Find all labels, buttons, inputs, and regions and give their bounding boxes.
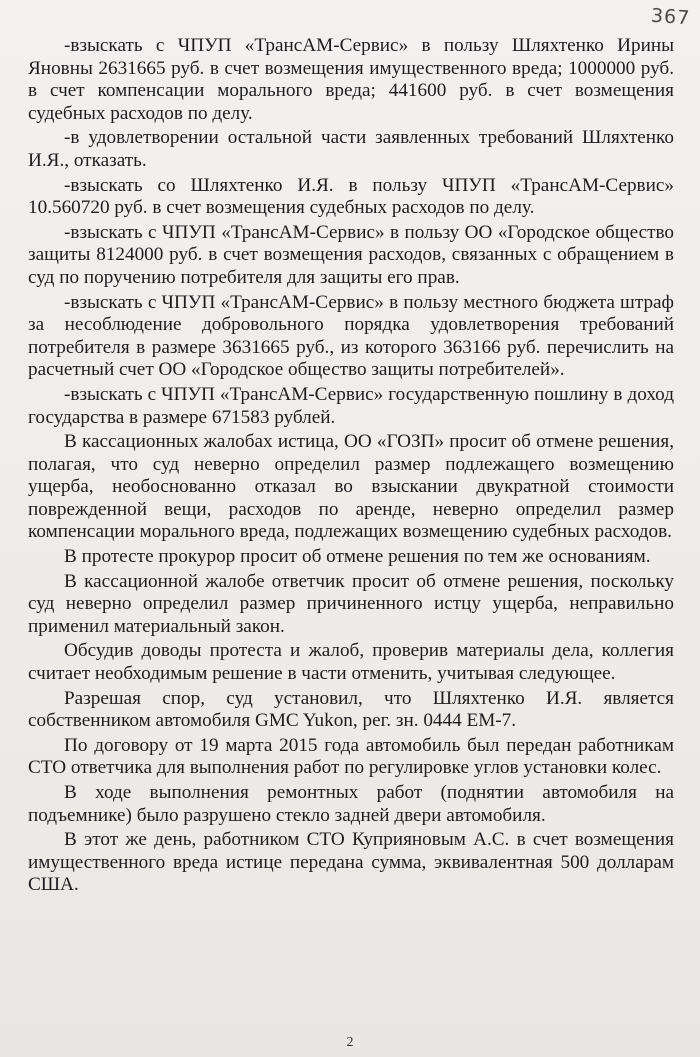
paragraph-4: -взыскать с ЧПУП «ТрансАМ-Сервис» в пользу ОО «Городское общество защиты 8124000 руб. в счет возмещения расходов, связанных с обращением в суд по поручению потребителя для защиты его прав. bbox=[28, 221, 674, 288]
paragraph-13: В ходе выполнения ремонтных работ (поднятии автомобиля на подъемнике) было разрушено стекло задней двери автомобиля. bbox=[28, 782, 674, 826]
paragraph-6: -взыскать с ЧПУП «ТрансАМ-Сервис» государственную пошлину в доход государства в размере 671583 рублей. bbox=[28, 383, 674, 428]
paragraph-9: В кассационной жалобе ответчик просит об отмене решения, поскольку суд неверно определил размер причиненного истцу ущерба, неправильно применил материальный закон. bbox=[28, 570, 674, 637]
paragraph-2: -в удовлетворении остальной части заявленных требований Шляхтенко И.Я., отказать. bbox=[28, 127, 674, 171]
paragraph-14: В этот же день, работником СТО Куприяновым А.С. в счет возмещения имущественного вреда истице передана сумма, эквивалентная 500 долларам США. bbox=[28, 829, 674, 896]
page-number: 2 bbox=[346, 1035, 354, 1050]
paragraph-1: -взыскать с ЧПУП «ТрансАМ-Сервис» в пользу Шляхтенко Ирины Яновны 2631665 руб. в счет возмещения имущественного вреда; 1000000 руб. в счет компенсации морального вреда; 441600 руб. в счет возмещения судебных расходов по делу. bbox=[28, 35, 674, 124]
paragraph-5: -взыскать с ЧПУП «ТрансАМ-Сервис» в пользу местного бюджета штраф за несоблюдение добровольного порядка удовлетворения требований потребителя в размере 3631665 руб., из которого 363166 руб. перечислить на расчетный счет ОО «Городское общество защиты потребителей». bbox=[28, 291, 674, 381]
page-stamp: 367 bbox=[650, 4, 691, 30]
paragraph-7: В кассационных жалобах истица, ОО «ГОЗП» просит об отмене решения, полагая, что суд неверно определил размер подлежащего возмещению ущерба, необоснованно отказал во взыскании двукратной стоимости поврежденной вещи, расходов по аренде, неверно определил размер компенсации морального вреда, подлежащих возмещению судебных расходов. bbox=[28, 431, 674, 543]
paragraph-10: Обсудив доводы протеста и жалоб, проверив материалы дела, коллегия считает необходимым решение в части отменить, учитывая следующее. bbox=[28, 640, 674, 685]
paragraph-8: В протесте прокурор просит об отмене решения по тем же основаниям. bbox=[64, 546, 651, 568]
document-body bbox=[28, 35, 674, 897]
paragraph-12: По договору от 19 марта 2015 года автомобиль был передан работникам СТО ответчика для выполнения работ по регулировке углов установки колес. bbox=[28, 734, 674, 779]
paragraph-11: Разрешая спор, суд установил, что Шляхтенко И.Я. является собственником автомобиля GMC Yukon, рег. зн. 0444 ЕМ-7. bbox=[28, 687, 674, 732]
paragraph-3: -взыскать со Шляхтенко И.Я. в пользу ЧПУП «ТрансАМ-Сервис» 10.560720 руб. в счет возмещения судебных расходов по делу. bbox=[28, 174, 674, 219]
